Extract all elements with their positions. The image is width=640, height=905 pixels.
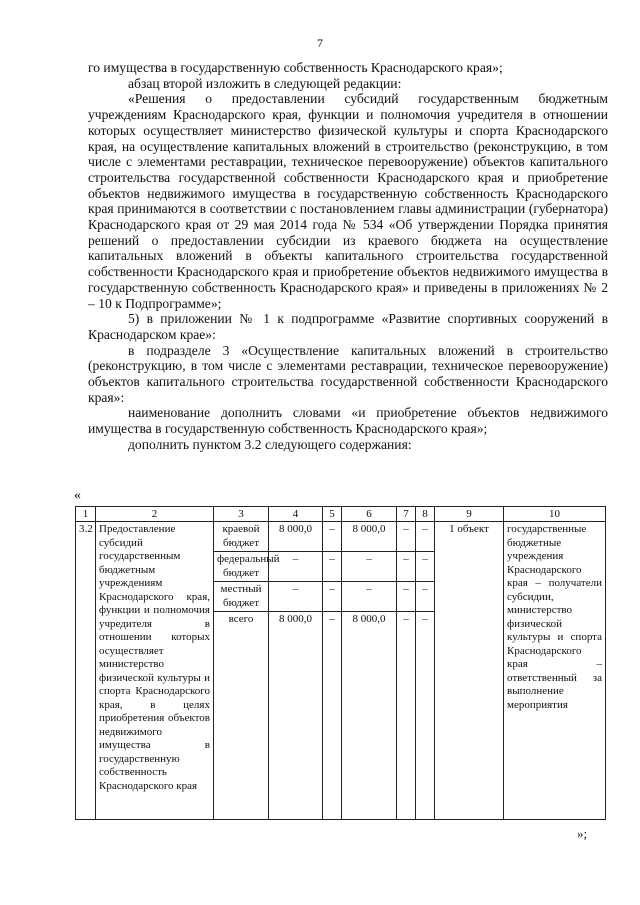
paragraph-quoted-decision: «Решения о предоставлении субсидий государственным бюджетным учреждениям Краснодарского края, функции и полномочия учредителя в отношении которых осуществляет министерство физической культуры и спорта Краснодарского края, на осуществление капитальных вложений в строительство (реконструкцию, в том числе с элементами реставрации, техническое перевооружение) объектов капитального строительства государственной собственности Краснодарского края и приобретение объектов недвижимого имущества в государственную собственность Краснодарского края принимаются в соответствии с постановлением главы администрации (губернатора) Краснодарского края от 29 мая 2014 года № 534 «Об утверждении Порядка принятия решений о предоставлении субсидии из краевого бюджета на осуществление капитальных вложений в объекты капитального строительства государственной собственности Краснодарского края и приобретение объектов недвижимого имущества в государственную собственность Краснодарского края» и приведены в приложениях № 2 – 10 к Подпрограмме»; xyxy=(88,91,608,311)
budget-source-cell: всего xyxy=(214,612,269,820)
header-cell: 9 xyxy=(435,507,504,522)
value-cell: – xyxy=(397,522,416,552)
program-table xyxy=(75,506,606,820)
value-cell: – xyxy=(397,582,416,612)
budget-source-cell: федеральный бюджет xyxy=(214,552,269,582)
open-quote-mark: « xyxy=(74,488,81,503)
document-body xyxy=(88,60,608,453)
paragraph-continuation: го имущества в государственную собственность Краснодарского края»; xyxy=(88,60,503,75)
value-cell: – xyxy=(269,552,323,582)
budget-source-cell: краевой бюджет xyxy=(214,522,269,552)
header-cell: 10 xyxy=(504,507,606,522)
responsible-cell: государственные бюджетные учреждения Краснодарского края – получатели субсидии, министерство физической культуры и спорта Краснодарского края – ответственный за выполнение мероприятия xyxy=(504,522,606,820)
table-header-row xyxy=(76,507,606,522)
value-cell: – xyxy=(342,552,397,582)
header-cell: 2 xyxy=(96,507,214,522)
header-cell: 7 xyxy=(397,507,416,522)
header-cell: 6 xyxy=(342,507,397,522)
paragraph-item-5: 5) в приложении № 1 к подпрограмме «Развитие спортивных сооружений в Краснодарском крае»: xyxy=(88,311,608,342)
value-cell: – xyxy=(342,582,397,612)
page-number: 7 xyxy=(317,36,323,50)
value-cell: – xyxy=(323,522,342,552)
budget-source-cell: местный бюджет xyxy=(214,582,269,612)
value-cell: – xyxy=(416,582,435,612)
table-row xyxy=(76,522,606,552)
description-cell: Предоставление субсидий государственным бюджетным учреждениям Краснодарского края, функции и полномочия учредителя в отношении которых осуществляет министерство физической культуры и спорта Краснодарского края, в целях приобретения объектов недвижимого имущества в государственную собственность Краснодарского края xyxy=(96,522,214,820)
paragraph-name-addition: наименование дополнить словами «и приобретение объектов недвижимого имущества в государственную собственность Краснодарского края»; xyxy=(88,405,608,437)
close-quote-mark: »; xyxy=(577,826,588,841)
value-cell: – xyxy=(323,582,342,612)
value-cell: – xyxy=(269,582,323,612)
paragraph-subsection-3: в подразделе 3 «Осуществление капитальных вложений в строительство (реконструкцию, в том числе с элементами реставрации, техническое перевооружение) объектов капитального строительства государственной собственности Краснодарского края»: xyxy=(88,342,608,405)
header-cell: 4 xyxy=(269,507,323,522)
row-number-cell: 3.2 xyxy=(76,522,96,820)
header-cell: 1 xyxy=(76,507,96,522)
value-cell: 8 000,0 xyxy=(269,522,323,552)
value-cell: 8 000,0 xyxy=(342,612,397,820)
value-cell: – xyxy=(323,552,342,582)
value-cell: – xyxy=(397,552,416,582)
header-cell: 8 xyxy=(416,507,435,522)
value-cell: – xyxy=(416,552,435,582)
header-cell: 5 xyxy=(323,507,342,522)
result-cell: 1 объект xyxy=(435,522,504,820)
header-cell: 3 xyxy=(214,507,269,522)
paragraph-instruction: абзац второй изложить в следующей редакции: xyxy=(128,75,402,91)
value-cell: – xyxy=(397,612,416,820)
value-cell: – xyxy=(416,612,435,820)
value-cell: – xyxy=(416,522,435,552)
value-cell: – xyxy=(323,612,342,820)
value-cell: 8 000,0 xyxy=(342,522,397,552)
paragraph-add-point: дополнить пунктом 3.2 следующего содержания: xyxy=(128,436,412,452)
value-cell: 8 000,0 xyxy=(269,612,323,820)
